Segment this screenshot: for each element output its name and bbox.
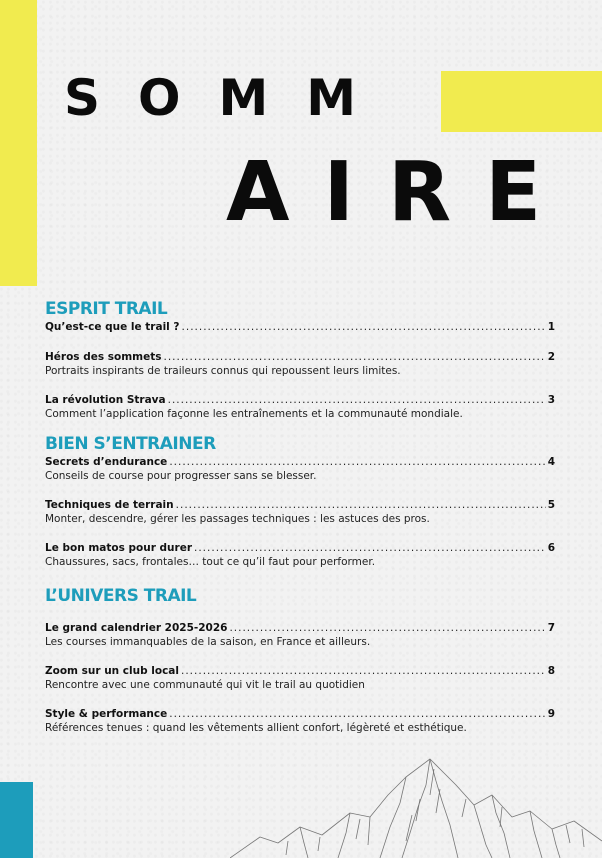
- entry-description: Les courses immanquables de la saison, en France et ailleurs.: [45, 636, 371, 648]
- entry-page-number: 8: [547, 665, 555, 677]
- entry-title: Héros des sommets: [45, 351, 162, 363]
- dot-leader: [229, 621, 545, 635]
- dot-leader: [176, 498, 546, 512]
- entry-page-number: 9: [547, 708, 555, 720]
- dot-leader: [163, 350, 545, 364]
- toc-section-bien-sentrainer: [45, 433, 555, 569]
- entry-title: Qu’est-ce que le trail ?: [45, 321, 180, 333]
- entry-page-number: 6: [547, 542, 555, 554]
- entry-page-number: 1: [547, 321, 555, 333]
- toc-entry[interactable]: [45, 621, 555, 649]
- toc-entry[interactable]: [45, 541, 555, 569]
- entry-page-number: 4: [547, 456, 555, 468]
- entry-description: Conseils de course pour progresser sans se blesser.: [45, 470, 317, 482]
- entry-title: Style & performance: [45, 708, 168, 720]
- dot-leader: [168, 393, 546, 407]
- entry-page-number: 3: [547, 394, 555, 406]
- dot-leader: [182, 320, 546, 334]
- dot-leader: [181, 664, 546, 678]
- table-of-contents: [45, 298, 555, 735]
- yellow-band-right: [441, 71, 602, 132]
- entry-title: Zoom sur un club local: [45, 665, 179, 677]
- section-title: ESPRIT TRAIL: [45, 299, 168, 319]
- toc-section-univers-trail: [45, 585, 555, 735]
- toc-entry[interactable]: [45, 393, 555, 421]
- dot-leader: [169, 707, 545, 721]
- title-part-1: SOMM: [64, 69, 395, 127]
- section-title: L’UNIVERS TRAIL: [45, 586, 197, 606]
- entry-description: Rencontre avec une communauté qui vit le trail au quotidien: [45, 679, 365, 691]
- entry-title: Techniques de terrain: [45, 499, 174, 511]
- toc-entry[interactable]: [45, 455, 555, 483]
- toc-entry[interactable]: [45, 707, 555, 735]
- entry-page-number: 5: [547, 499, 555, 511]
- yellow-band-left: [0, 0, 37, 286]
- entry-title: La révolution Strava: [45, 394, 166, 406]
- toc-entry[interactable]: [45, 498, 555, 526]
- entry-description: Portraits inspirants de traileurs connus qui repoussent leurs limites.: [45, 365, 401, 377]
- mountains-icon: [230, 755, 602, 858]
- toc-entry[interactable]: [45, 350, 555, 378]
- toc-entry[interactable]: [45, 320, 555, 334]
- entry-description: Références tenues : quand les vêtements allient confort, légèreté et esthétique.: [45, 722, 467, 734]
- entry-page-number: 7: [547, 622, 555, 634]
- entry-title: Le bon matos pour durer: [45, 542, 192, 554]
- entry-page-number: 2: [547, 351, 555, 363]
- title-part-2: AIRE: [226, 145, 576, 240]
- toc-section-esprit-trail: [45, 298, 555, 421]
- entry-description: Monter, descendre, gérer les passages techniques : les astuces des pros.: [45, 513, 430, 525]
- entry-title: Secrets d’endurance: [45, 456, 168, 468]
- entry-description: Comment l’application façonne les entraînements et la communauté mondiale.: [45, 408, 463, 420]
- toc-entry[interactable]: [45, 664, 555, 692]
- dot-leader: [194, 541, 546, 555]
- blue-band-bottom: [0, 782, 33, 858]
- dot-leader: [169, 455, 545, 469]
- section-title: BIEN S’ENTRAINER: [45, 434, 216, 454]
- entry-title: Le grand calendrier 2025-2026: [45, 622, 228, 634]
- entry-description: Chaussures, sacs, frontales… tout ce qu’il faut pour performer.: [45, 556, 376, 568]
